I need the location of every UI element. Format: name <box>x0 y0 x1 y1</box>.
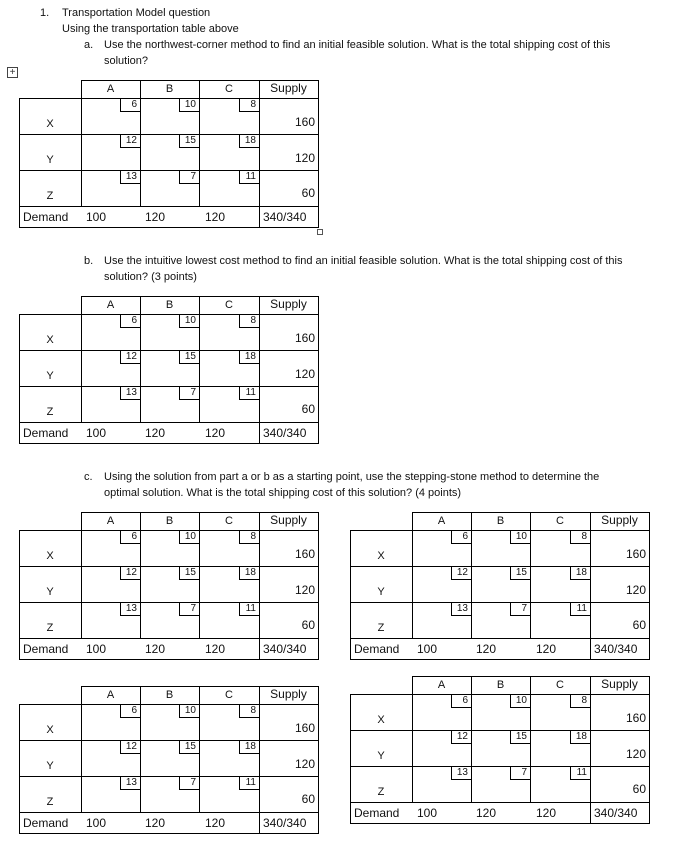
cost-cell: 12 <box>451 730 471 744</box>
row-label-z: Z <box>377 622 385 634</box>
demand-label: Demand <box>23 426 69 440</box>
row-label-x: X <box>46 334 54 346</box>
row-label-x: X <box>46 118 54 130</box>
row-label-z: Z <box>46 406 54 418</box>
demand-value: 120 <box>145 642 166 656</box>
cost-cell: 8 <box>239 530 259 544</box>
demand-value: 120 <box>145 816 166 830</box>
column-header-a: A <box>106 689 115 701</box>
supply-header: Supply <box>270 297 307 311</box>
row-label-y: Y <box>46 586 54 598</box>
cost-cell: 11 <box>239 776 259 790</box>
demand-value: 100 <box>86 816 107 830</box>
column-header-b: B <box>496 679 505 691</box>
row-label-z: Z <box>46 190 54 202</box>
transportation-table <box>19 512 319 660</box>
demand-value: 100 <box>86 210 107 224</box>
part-b-letter: b. <box>84 255 94 267</box>
column-header-c: C <box>225 689 233 701</box>
demand-value: 120 <box>476 806 497 820</box>
cost-cell: 15 <box>179 740 199 754</box>
part-c-line2: optimal solution. What is the total shipping cost of this solution? (4 points) <box>104 487 462 499</box>
demand-value: 100 <box>417 642 438 656</box>
transportation-table <box>19 686 319 834</box>
supply-value: 160 <box>294 547 315 561</box>
cost-cell: 13 <box>120 776 140 790</box>
transportation-table <box>350 676 650 824</box>
supply-value: 120 <box>294 151 315 165</box>
row-label-y: Y <box>377 586 385 598</box>
row-label-x: X <box>377 714 385 726</box>
demand-value: 120 <box>536 642 557 656</box>
demand-label: Demand <box>23 642 69 656</box>
cost-cell: 7 <box>179 602 199 616</box>
row-label-x: X <box>46 724 54 736</box>
cost-cell: 7 <box>179 776 199 790</box>
column-header-c: C <box>225 299 233 311</box>
cost-cell: 11 <box>239 602 259 616</box>
cost-cell: 13 <box>451 602 471 616</box>
total-value: 340/340 <box>263 816 307 830</box>
supply-value: 160 <box>294 331 315 345</box>
question-title: Transportation Model question <box>62 7 211 19</box>
part-c-line1: Using the solution from part a or b as a starting point, use the stepping-stone method to determine the <box>104 471 600 483</box>
supply-value: 120 <box>294 583 315 597</box>
part-a-letter: a. <box>84 39 94 51</box>
question-number: 1. <box>40 7 50 19</box>
demand-value: 120 <box>145 426 166 440</box>
demand-value: 120 <box>145 210 166 224</box>
total-value: 340/340 <box>594 806 638 820</box>
cost-cell: 18 <box>570 730 590 744</box>
demand-label: Demand <box>354 642 400 656</box>
column-header-a: A <box>437 679 446 691</box>
column-header-a: A <box>106 299 115 311</box>
transportation-table <box>19 80 319 228</box>
part-a-line2: solution? <box>104 55 149 67</box>
supply-value: 60 <box>301 186 315 200</box>
cost-cell: 12 <box>120 134 140 148</box>
row-label-z: Z <box>46 622 54 634</box>
cost-cell: 15 <box>179 350 199 364</box>
cost-cell: 8 <box>239 314 259 328</box>
supply-value: 60 <box>301 618 315 632</box>
row-label-y: Y <box>46 154 54 166</box>
cost-cell: 12 <box>120 566 140 580</box>
column-header-a: A <box>106 83 115 95</box>
supply-value: 60 <box>301 402 315 416</box>
column-header-c: C <box>556 515 564 527</box>
column-header-c: C <box>556 679 564 691</box>
cost-cell: 18 <box>239 134 259 148</box>
cost-cell: 12 <box>120 350 140 364</box>
row-label-y: Y <box>46 760 54 772</box>
demand-label: Demand <box>354 806 400 820</box>
total-value: 340/340 <box>594 642 638 656</box>
cost-cell: 11 <box>239 386 259 400</box>
cost-cell: 6 <box>120 704 140 718</box>
supply-value: 120 <box>294 367 315 381</box>
cost-cell: 12 <box>451 566 471 580</box>
supply-value: 60 <box>632 782 646 796</box>
part-b-line1: Use the intuitive lowest cost method to find an initial feasible solution. What is the total shipping cost of this <box>104 255 623 267</box>
column-header-b: B <box>496 515 505 527</box>
cost-cell: 18 <box>570 566 590 580</box>
cost-cell: 6 <box>451 694 471 708</box>
cost-cell: 10 <box>510 530 530 544</box>
supply-value: 120 <box>625 747 646 761</box>
row-label-x: X <box>377 550 385 562</box>
transportation-table <box>19 296 319 444</box>
supply-header: Supply <box>601 513 638 527</box>
supply-value: 160 <box>625 711 646 725</box>
row-label-x: X <box>46 550 54 562</box>
cost-cell: 18 <box>239 566 259 580</box>
cost-cell: 13 <box>120 602 140 616</box>
cost-cell: 10 <box>179 98 199 112</box>
cost-cell: 8 <box>239 98 259 112</box>
cost-cell: 18 <box>239 350 259 364</box>
demand-value: 120 <box>476 642 497 656</box>
cost-cell: 13 <box>120 170 140 184</box>
demand-value: 120 <box>205 816 226 830</box>
cost-cell: 10 <box>510 694 530 708</box>
column-header-b: B <box>165 83 174 95</box>
demand-label: Demand <box>23 210 69 224</box>
cost-cell: 6 <box>120 314 140 328</box>
cost-cell: 8 <box>239 704 259 718</box>
demand-value: 100 <box>417 806 438 820</box>
supply-value: 60 <box>632 618 646 632</box>
part-b-line2: solution? (3 points) <box>104 271 197 283</box>
row-label-z: Z <box>46 796 54 808</box>
cost-cell: 10 <box>179 530 199 544</box>
column-header-b: B <box>165 689 174 701</box>
demand-value: 120 <box>536 806 557 820</box>
question-intro: Using the transportation table above <box>62 23 239 35</box>
cost-cell: 6 <box>120 98 140 112</box>
move-anchor-icon[interactable]: + <box>7 67 18 78</box>
cost-cell: 7 <box>510 602 530 616</box>
part-c-letter: c. <box>84 471 93 483</box>
total-value: 340/340 <box>263 426 307 440</box>
column-header-b: B <box>165 515 174 527</box>
row-label-y: Y <box>377 750 385 762</box>
supply-header: Supply <box>270 81 307 95</box>
demand-value: 120 <box>205 210 226 224</box>
cost-cell: 11 <box>570 602 590 616</box>
supply-header: Supply <box>270 687 307 701</box>
cost-cell: 13 <box>451 766 471 780</box>
column-header-c: C <box>225 515 233 527</box>
cost-cell: 7 <box>179 170 199 184</box>
cost-cell: 15 <box>510 730 530 744</box>
demand-value: 120 <box>205 642 226 656</box>
supply-header: Supply <box>270 513 307 527</box>
cost-cell: 10 <box>179 314 199 328</box>
cost-cell: 8 <box>570 694 590 708</box>
total-value: 340/340 <box>263 210 307 224</box>
cost-cell: 6 <box>120 530 140 544</box>
cost-cell: 15 <box>179 134 199 148</box>
supply-value: 120 <box>294 757 315 771</box>
cost-cell: 7 <box>179 386 199 400</box>
demand-value: 120 <box>205 426 226 440</box>
cost-cell: 11 <box>570 766 590 780</box>
supply-value: 120 <box>625 583 646 597</box>
column-header-c: C <box>225 83 233 95</box>
row-label-z: Z <box>377 786 385 798</box>
column-header-b: B <box>165 299 174 311</box>
part-a-line1: Use the northwest-corner method to find an initial feasible solution. What is the total shipping cost of this <box>104 39 611 51</box>
supply-value: 160 <box>294 721 315 735</box>
supply-value: 160 <box>625 547 646 561</box>
cost-cell: 11 <box>239 170 259 184</box>
transportation-table <box>350 512 650 660</box>
cost-cell: 8 <box>570 530 590 544</box>
total-value: 340/340 <box>263 642 307 656</box>
cost-cell: 15 <box>179 566 199 580</box>
supply-header: Supply <box>601 677 638 691</box>
demand-value: 100 <box>86 642 107 656</box>
supply-value: 160 <box>294 115 315 129</box>
column-header-a: A <box>106 515 115 527</box>
cost-cell: 10 <box>179 704 199 718</box>
cost-cell: 12 <box>120 740 140 754</box>
cost-cell: 13 <box>120 386 140 400</box>
cost-cell: 7 <box>510 766 530 780</box>
demand-label: Demand <box>23 816 69 830</box>
column-header-a: A <box>437 515 446 527</box>
cost-cell: 18 <box>239 740 259 754</box>
row-label-y: Y <box>46 370 54 382</box>
cost-cell: 15 <box>510 566 530 580</box>
demand-value: 100 <box>86 426 107 440</box>
cost-cell: 6 <box>451 530 471 544</box>
supply-value: 60 <box>301 792 315 806</box>
resize-handle-icon[interactable] <box>317 229 323 235</box>
